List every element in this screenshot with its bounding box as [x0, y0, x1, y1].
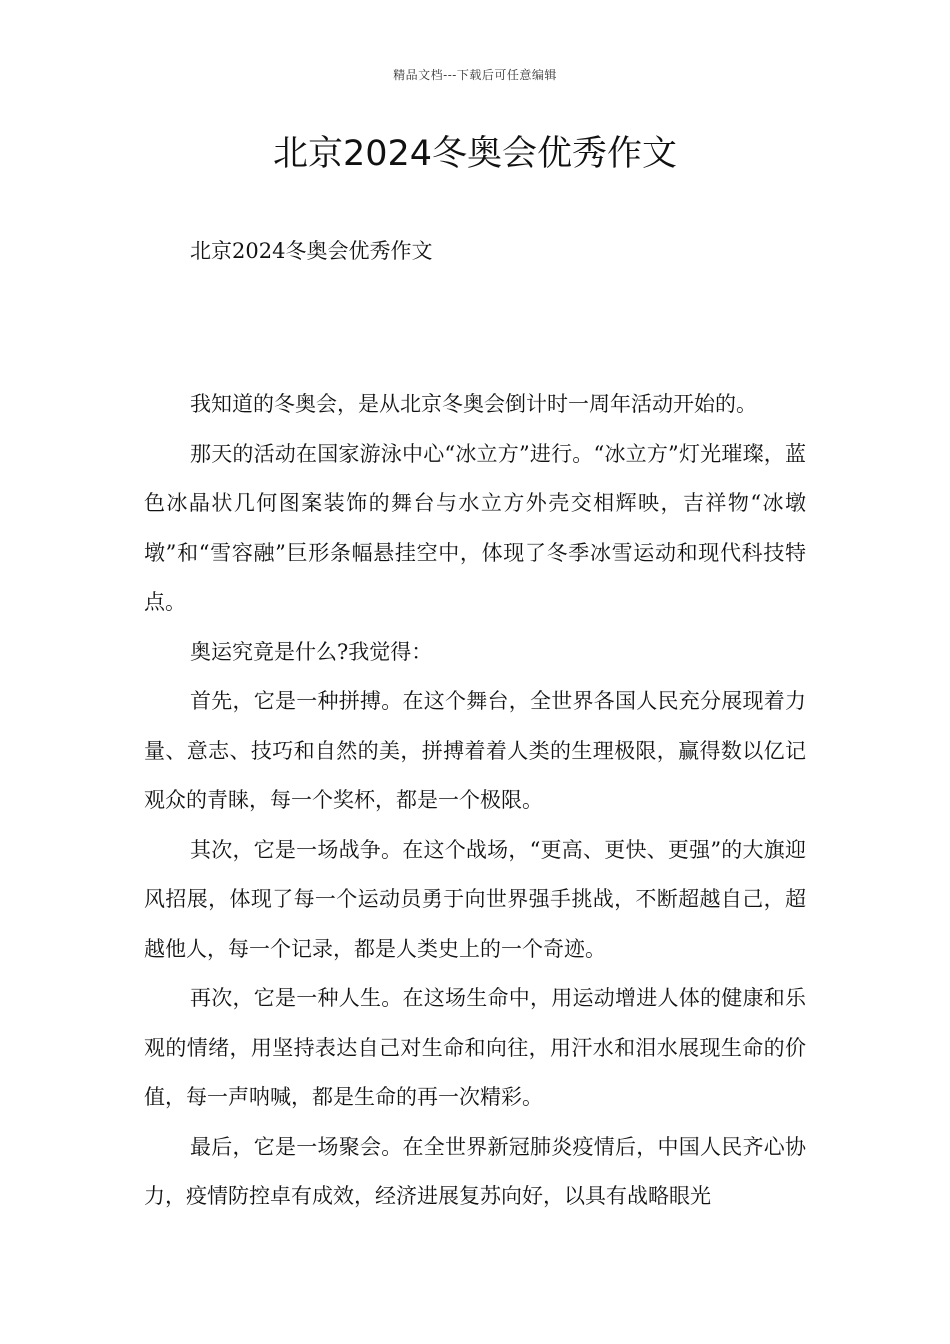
paragraph: 首先，它是一种拼搏。在这个舞台，全世界各国人民充分展现着力量、意志、技巧和自然的美，拼搏着着人类的生理极限，赢得数以亿记观众的青睐，每一个奖杯，都是一个极限。 — [144, 689, 806, 812]
paragraph: 奥运究竟是什么?我觉得： — [190, 639, 433, 664]
paragraph: 我知道的冬奥会，是从北京冬奥会倒计时一周年活动开始的。 — [190, 392, 757, 416]
paragraph: 其次，它是一场战争。在这个战场，“更高、更快、更强”的大旗迎风招展，体现了每一个运动员勇于向世界强手挑战，不断超越自己，超越他人，每一个记录，都是人类史上的一个奇迹。 — [144, 837, 806, 961]
paragraph: 最后，它是一场聚会。在全世界新冠肺炎疫情后，中国人民齐心协力，疫情防控卓有成效，经济进展复苏向好，以具有战略眼光 — [144, 1134, 806, 1208]
paragraph: 再次，它是一种人生。在这场生命中，用运动增进人体的健康和乐观的情绪，用坚持表达自己对生命和向往，用汗水和泪水展现生命的价值，每一声呐喊，都是生命的再一次精彩。 — [144, 986, 806, 1109]
paragraph: 那天的活动在国家游泳中心“冰立方”进行。“冰立方”灯光璀璨，蓝色冰晶状几何图案装饰的舞台与水立方外壳交相辉映，吉祥物“冰墩墩”和“雪容融”巨形条幅悬挂空中，体现了冬季冰雪运动和现代科技特点。 — [144, 441, 806, 614]
document-subtitle: 北京2024冬奥会优秀作文 — [190, 239, 433, 263]
header-note: 精品文档---下载后可任意编辑 — [393, 68, 557, 82]
document-body — [144, 380, 806, 1222]
document-title: 北京2024冬奥会优秀作文 — [272, 134, 678, 174]
